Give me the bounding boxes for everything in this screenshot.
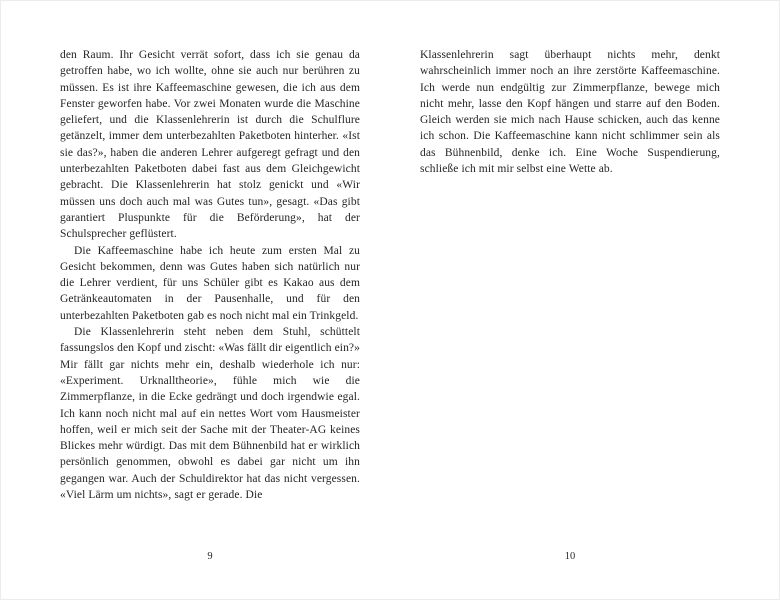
page-number-right: 10 (564, 551, 576, 562)
page-right (420, 0, 720, 600)
page-left-text (60, 47, 360, 503)
paragraph: den Raum. Ihr Gesicht verrät sofort, dass ich sie genau da getroffen habe, wo ich wollte, ohne sie auch nur berühren zu müssen. Es ist ihre Kaffeemaschine gewesen, die ich aus dem Fenster geworfen habe. Vor zwei Monaten wurde die Maschine geliefert, und die Klassenlehrerin ist durch die Schulflure getänzelt, immer dem unterbezahlten Paketboten hinterher. «Ist sie das?», haben die anderen Lehrer aufgeregt gefragt und den unterbezahlten Paketboten dabei fast aus dem Gleichgewicht gebracht. Die Klassenlehrerin hat stolz genickt und «Wir müssen uns doch auch mal was Gutes tun», gesagt. «Das gibt garantiert Pluspunkte für die Beförderung», hat der Schulsprecher geflüstert. (60, 49, 360, 241)
page-right-text (420, 47, 720, 177)
paragraph: Die Klassenlehrerin steht neben dem Stuhl, schüttelt fassungslos den Kopf und zischt: «Was fällt dir eigentlich ein?» Mir fällt gar nichts mehr ein, deshalb wiederhole ich nur: «Experiment. Urknalltheorie», fühle mich wie die Zimmerpflanze, in die Ecke gedrängt und doch irgendwie egal. Ich kann noch nicht mal auf ein nettes Wort vom Hausmeister hoffen, weil er mich seit der Sache mit der Theater-AG keines Blickes mehr würdigt. Das mit dem Bühnenbild hat er wirklich persönlich genommen, obwohl es dabei gar nicht um ihn gegangen war. Auch der Schuldirektor hat das nicht vergessen. «Viel Lärm um nichts», sagt er gerade. Die (60, 326, 360, 502)
page-left (60, 0, 360, 600)
paragraph: Die Kaffeemaschine habe ich heute zum ersten Mal zu Gesicht bekommen, denn was Gutes haben sich natürlich nur die Lehrer verdient, für uns Schüler gibt es Kakao aus dem Getränkeautomaten in der Pausenhalle, und für den unterbezahlten Paketboten gab es noch nicht mal ein Trinkgeld. (60, 244, 360, 322)
paragraph: Klassenlehrerin sagt überhaupt nichts mehr, denkt wahrscheinlich immer noch an ihre zerstörte Kaffeemaschine. Ich werde nun endgültig zur Zimmerpflanze, bewege mich nicht mehr, lasse den Kopf hängen und starre auf den Boden. Gleich werden sie mich nach Hause schicken, auch das kenne ich schon. Die Kaffeemaschine kann nicht schlimmer sein als das Bühnenbild, denke ich. Eine Woche Suspendierung, schließe ich mit mir selbst eine Wette ab. (420, 49, 720, 176)
page-number-left: 9 (207, 551, 213, 562)
